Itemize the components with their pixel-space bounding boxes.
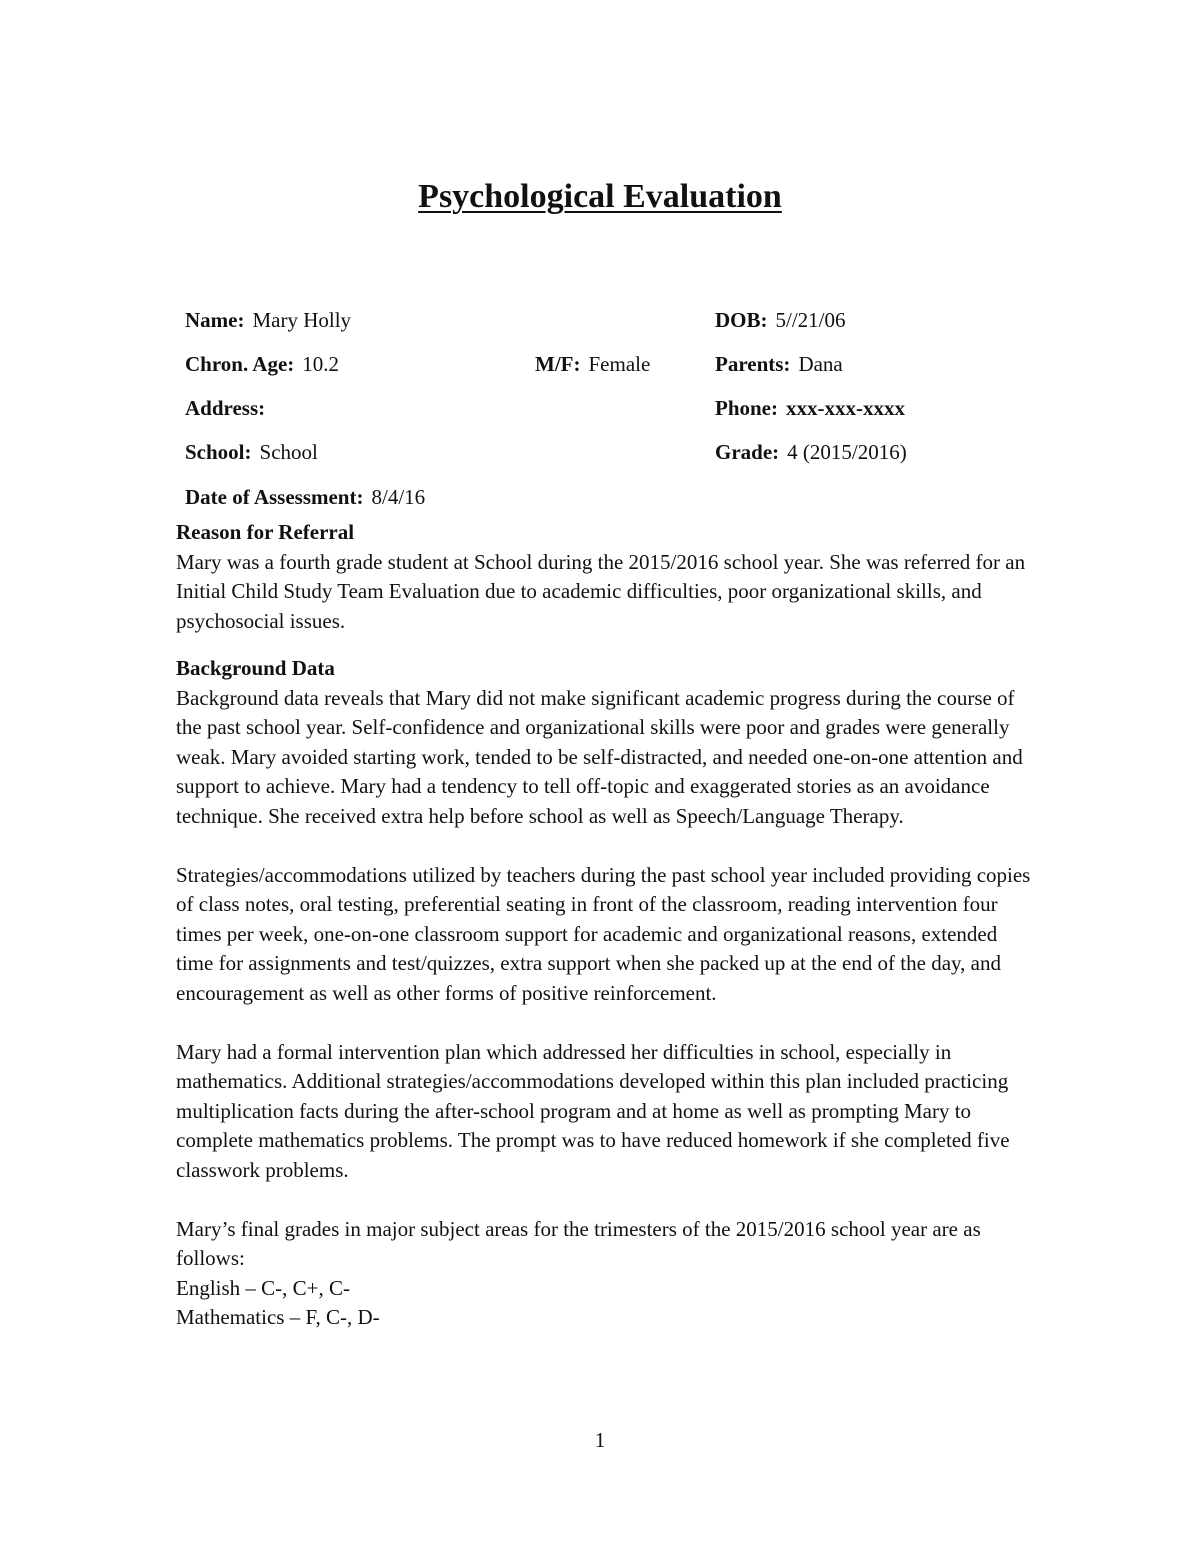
assessment-date-field	[185, 484, 425, 510]
referral-paragraph: Mary was a fourth grade student at School during the 2015/2016 school year. She was referred for an Initial Child Study Team Evaluation due to academic difficulties, poor organizational skills, and psychosocial issues.	[176, 549, 1026, 633]
grade-line-mathematics: Mathematics – F, C-, D-	[176, 1305, 380, 1329]
age-field	[185, 351, 339, 377]
parents-label: Parents:	[715, 352, 791, 376]
assessment-date-value: 8/4/16	[371, 485, 426, 509]
grade-field	[715, 439, 907, 465]
referral-section	[176, 518, 1036, 636]
background-paragraph-4: Mary’s final grades in major subject areas for the trimesters of the 2015/2016 school year are as follows:	[176, 1216, 981, 1270]
background-section	[176, 654, 1036, 1333]
background-paragraph-2: Strategies/accommodations utilized by teachers during the past school year included providing copies of class notes, oral testing, preferential seating in front of the classroom, reading intervention four times per week, one-on-one classroom support for academic and organizational reasons, extended time for assignments and test/quizzes, extra support when she packed up at the end of the day, and encouragement as well as other forms of positive reinforcement.	[176, 862, 1031, 1005]
dob-field	[715, 307, 846, 333]
name-field	[185, 307, 351, 333]
sex-field	[535, 351, 650, 377]
dob-value: 5//21/06	[775, 308, 846, 332]
document-title: Psychological Evaluation	[418, 178, 782, 215]
sex-value: Female	[588, 352, 651, 376]
sex-label: M/F:	[535, 352, 581, 376]
address-field	[185, 395, 265, 421]
phone-field	[715, 395, 905, 421]
background-heading: Background Data	[176, 656, 335, 680]
age-value: 10.2	[302, 352, 340, 376]
report-body	[176, 518, 1036, 1333]
name-label: Name:	[185, 308, 245, 332]
parents-field	[715, 351, 843, 377]
grade-line-english: English – C-, C+, C-	[176, 1275, 351, 1300]
phone-value: xxx-xxx-xxxx	[786, 396, 905, 420]
grade-value: 4 (2015/2016)	[787, 440, 907, 464]
age-label: Chron. Age:	[185, 352, 295, 376]
page-number: 1	[594, 1428, 606, 1452]
grade-label: Grade:	[715, 440, 780, 464]
background-paragraph-1: Background data reveals that Mary did not make significant academic progress during the course of the past school year. Self-confidence and organizational skills were poor and grades were generally weak. Mary avoided starting work, tended to be self-distracted, and needed one-on-one attention and support to achieve. Mary had a tendency to tell off-topic and exaggerated stories as an avoidance technique. She received extra help before school as well as Speech/Language Therapy.	[176, 685, 1023, 828]
school-field	[185, 439, 318, 465]
name-value: Mary Holly	[252, 308, 352, 332]
referral-heading: Reason for Referral	[176, 520, 355, 544]
parents-value: Dana	[798, 352, 843, 376]
address-label: Address:	[185, 396, 266, 420]
school-value: School	[259, 440, 318, 464]
assessment-date-label: Date of Assessment:	[185, 485, 364, 509]
school-label: School:	[185, 440, 252, 464]
phone-label: Phone:	[715, 396, 778, 420]
dob-label: DOB:	[715, 308, 768, 332]
background-paragraph-3: Mary had a formal intervention plan which addressed her difficulties in school, especially in mathematics. Additional strategies/accommodations developed within this plan included practicing multiplication facts during the after-school program and at home as well as prompting Mary to complete mathematics problems. The prompt was to have reduced homework if she completed five classwork problems.	[176, 1039, 1010, 1182]
